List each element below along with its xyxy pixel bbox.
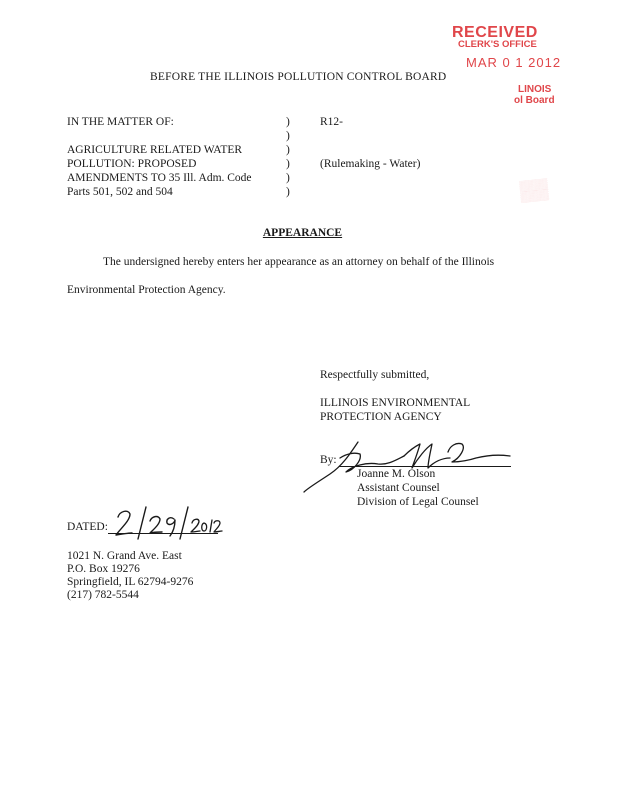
address-street: 1021 N. Grand Ave. East (67, 550, 182, 562)
agency-line: ILLINOIS ENVIRONMENTAL (320, 397, 471, 409)
closing-phrase: Respectfully submitted, (320, 369, 430, 381)
docket-number: R12- (320, 116, 343, 128)
by-label: By: (320, 454, 337, 466)
stamp-board-fragment: ol Board (514, 95, 555, 106)
caption-line: AMENDMENTS TO 35 Ill. Adm. Code (67, 172, 252, 184)
address-city: Springfield, IL 62794-9276 (67, 576, 194, 588)
agency-name (320, 396, 470, 424)
stamp-state-fragment: LINOIS (518, 84, 552, 95)
received-date-stamp: MAR 0 1 2012 (466, 55, 562, 70)
signer-name: Joanne M. Olson (357, 468, 436, 480)
body-text-line-2: Environmental Protection Agency. (67, 284, 226, 296)
clerks-office-stamp: CLERK'S OFFICE (458, 39, 537, 50)
dated-label: DATED: (67, 521, 108, 533)
handwritten-date (112, 505, 224, 541)
address-block (67, 550, 193, 602)
address-po-box: P.O. Box 19276 (67, 563, 140, 575)
caption-line: AGRICULTURE RELATED WATER (67, 144, 243, 156)
document-title: BEFORE THE ILLINOIS POLLUTION CONTROL BOARD (150, 71, 447, 83)
received-stamp: RECEIVED (452, 24, 538, 41)
caption-line: IN THE MATTER OF: (67, 116, 174, 128)
caption-line: POLLUTION: PROPOSED (67, 158, 197, 170)
docket-type: (Rulemaking - Water) (320, 158, 421, 170)
faded-stamp-mark: ▒▒▒▒ ▒▒▒▒ (518, 178, 550, 204)
signer-title: Assistant Counsel (357, 482, 440, 494)
caption-divider: ) ) ) ) ) ) (286, 116, 290, 198)
signer-details (357, 467, 479, 509)
signer-division: Division of Legal Counsel (357, 496, 479, 508)
body-text-line-1: The undersigned hereby enters her appearance as an attorney on behalf of the Illinois (103, 256, 495, 268)
caption-line: Parts 501, 502 and 504 (67, 186, 173, 198)
docket-info (320, 115, 420, 171)
caption-line (67, 129, 252, 143)
address-phone: (217) 782-5544 (67, 589, 139, 601)
agency-line: PROTECTION AGENCY (320, 411, 442, 423)
appearance-heading: APPEARANCE (262, 227, 343, 239)
case-caption (67, 115, 252, 199)
